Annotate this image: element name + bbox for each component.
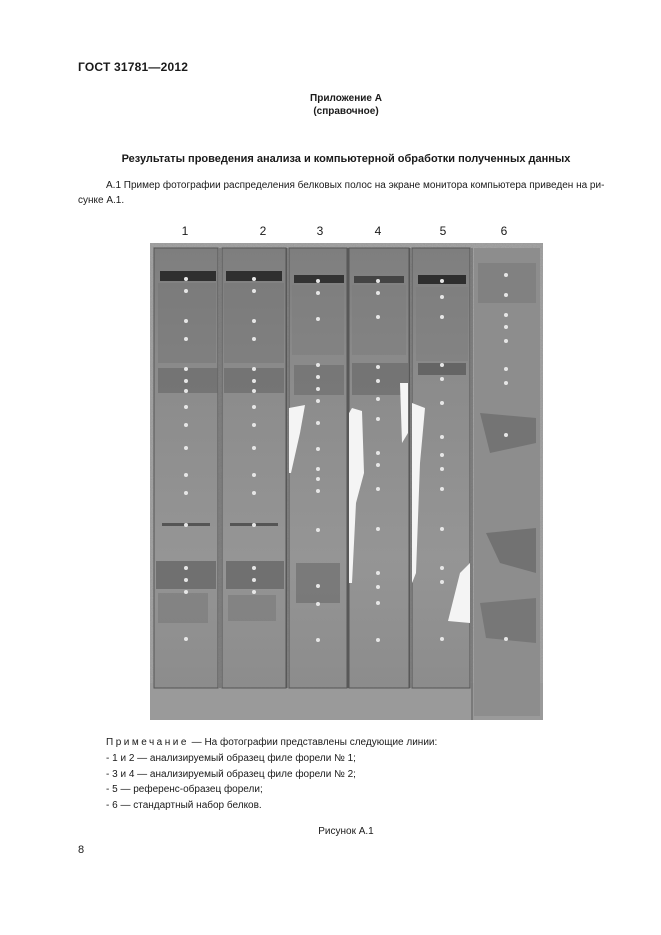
lane-2 xyxy=(222,248,286,688)
note-item-2: - 3 и 4 — анализируемый образец филе форели № 2; xyxy=(106,768,356,780)
section-title: Результаты проведения анализа и компьютерной обработки полученных данных xyxy=(121,153,571,165)
lane-label-3: 3 xyxy=(316,224,324,238)
lane-4 xyxy=(349,248,409,688)
figure-caption: Рисунок А.1 xyxy=(318,826,374,837)
appendix-heading xyxy=(0,92,661,118)
note-item-3: - 5 — референс-образец форели; xyxy=(106,784,263,795)
lane-label-6: 6 xyxy=(500,224,508,238)
lane-1 xyxy=(154,248,218,688)
appendix-subtitle: (справочное) xyxy=(313,106,379,117)
gel-electrophoresis-photo xyxy=(150,243,543,720)
note-label: Примечание xyxy=(106,737,189,748)
page-number: 8 xyxy=(78,844,85,856)
paragraph-line-1: А.1 Пример фотографии распределения белковых полос на экране монитора компьютера приведен на ри- xyxy=(106,180,605,191)
paragraph-line-2: сунке А.1. xyxy=(78,195,125,206)
note-item-1: - 1 и 2 — анализируемый образец филе форели № 1; xyxy=(106,753,356,764)
gel-image xyxy=(150,243,543,720)
lane-5 xyxy=(412,248,470,688)
lane-label-4: 4 xyxy=(374,224,382,238)
appendix-title: Приложение А xyxy=(310,93,382,104)
lane-label-1: 1 xyxy=(181,224,189,238)
note-list xyxy=(106,751,356,813)
paragraph-a1 xyxy=(78,178,616,208)
document-header: ГОСТ 31781—2012 xyxy=(78,60,189,74)
lane-label-2: 2 xyxy=(259,224,267,238)
figure-note xyxy=(106,735,437,750)
lane-3 xyxy=(289,248,347,688)
lane-6 xyxy=(474,248,540,716)
note-text: — На фотографии представлены следующие линии: xyxy=(188,737,438,748)
lane-label-5: 5 xyxy=(439,224,447,238)
note-item-4: - 6 — стандартный набор белков. xyxy=(106,799,262,811)
